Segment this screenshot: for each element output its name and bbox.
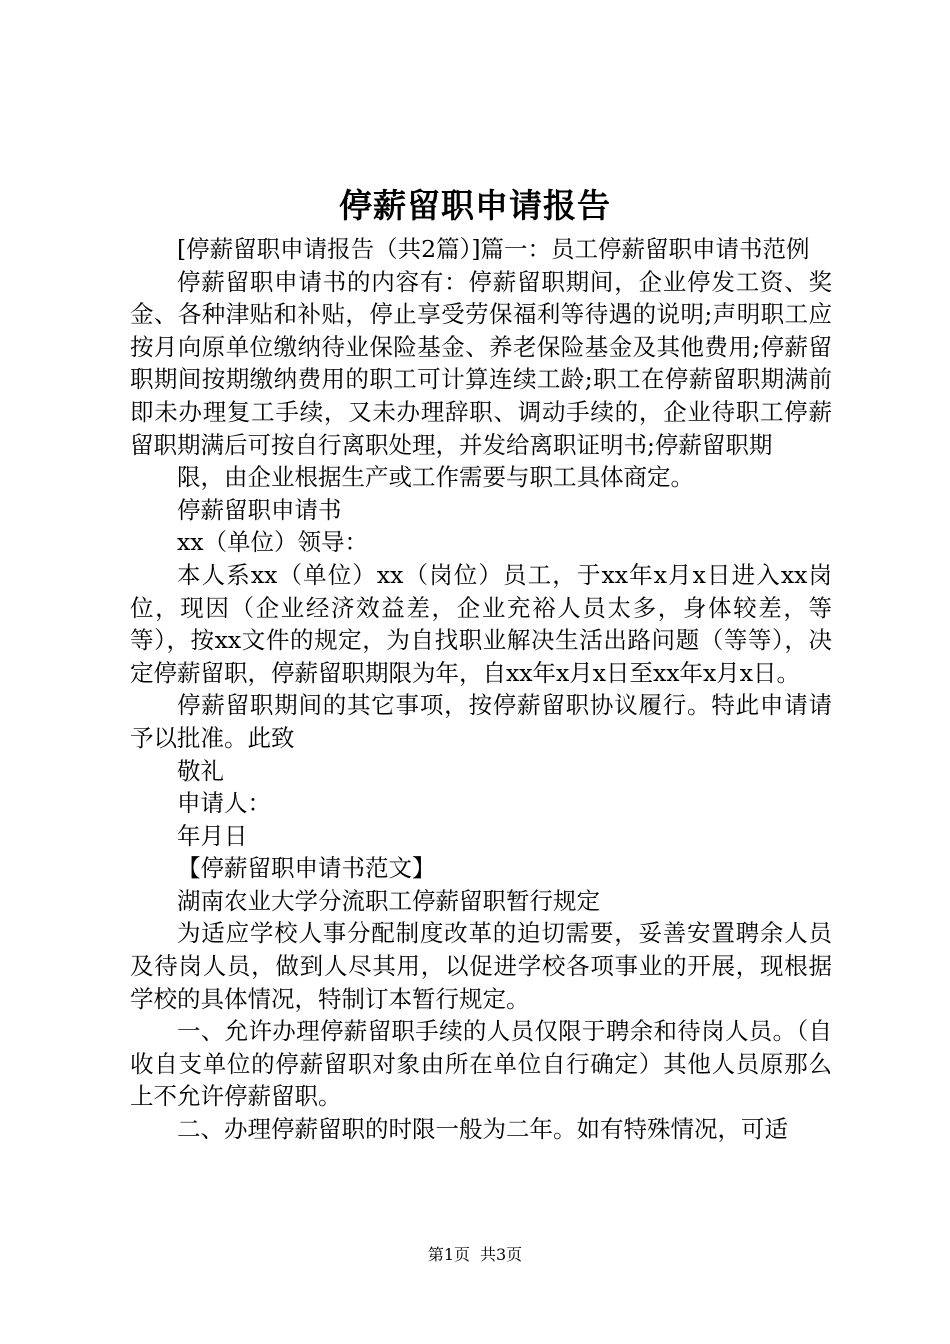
paragraph-2: 停薪留职申请书的内容有：停薪留职期间，企业停发工资、奖金、各种津贴和补贴，停止享受劳保福利等待遇的说明;声明职工应按月向原单位缴纳待业保险基金、养老保险基金及其他费用;停薪留职期间按期缴纳费用的职工可计算连续工龄;职工在停薪留职期满前即未办理复工手续，又未办理辞职、调动手续的，企业待职工停薪留职期满后可按自行离职处理，并发给离职证明书;停薪留职期	[130, 267, 832, 459]
paragraph-15: 二、办理停薪留职的时限一般为二年。如有特殊情况，可适	[177, 1115, 788, 1144]
paragraph-13: 为适应学校人事分配制度改革的迫切需要，妥善安置聘余人员及待岗人员，做到人尽其用，以促进学校各项事业的开展，现根据学校的具体情况，特制订本暂行规定。	[130, 919, 832, 1013]
paragraph-5: xx（单位）领导：	[177, 528, 369, 557]
document-body	[130, 233, 832, 1146]
page-total: 共3页	[480, 1245, 523, 1264]
paragraph-14: 一、允许办理停薪留职手续的人员仅限于聘余和待岗人员。（自收自支单位的停薪留职对象由所在单位自行确定）其他人员原那么上不允许停薪留职。	[130, 1017, 832, 1111]
paragraph-10: 年月日	[177, 821, 248, 850]
paragraph-11: 【停薪留职申请书范文】	[177, 854, 436, 883]
paragraph-4: 停薪留职申请书	[177, 495, 342, 524]
paragraph-12: 湖南农业大学分流职工停薪留职暂行规定	[177, 886, 600, 915]
page-footer	[0, 1244, 950, 1266]
page-number: 第1页	[427, 1245, 470, 1264]
paragraph-3: 限，由企业根据生产或工作需要与职工具体商定。	[177, 463, 694, 492]
paragraph-9: 申请人：	[177, 789, 271, 818]
paragraph-7: 停薪留职期间的其它事项，按停薪留职协议履行。特此申请请予以批准。此致	[130, 691, 832, 752]
paragraph-8: 敬礼	[177, 756, 224, 785]
document-title: 停薪留职申请报告	[339, 186, 611, 225]
paragraph-6: 本人系xx（单位）xx（岗位）员工，于xx年x月x日进入xx岗位，现因（企业经济效益差，企业充裕人员太多，身体较差，等等），按xx文件的规定，为自找职业解决生活出路问题（等等），决定停薪留职，停薪留职期限为年，自xx年x月x日至xx年x月x日。	[130, 560, 832, 687]
paragraph-1: [停薪留职申请报告（共2篇）]篇一：员工停薪留职申请书范例	[177, 235, 810, 263]
